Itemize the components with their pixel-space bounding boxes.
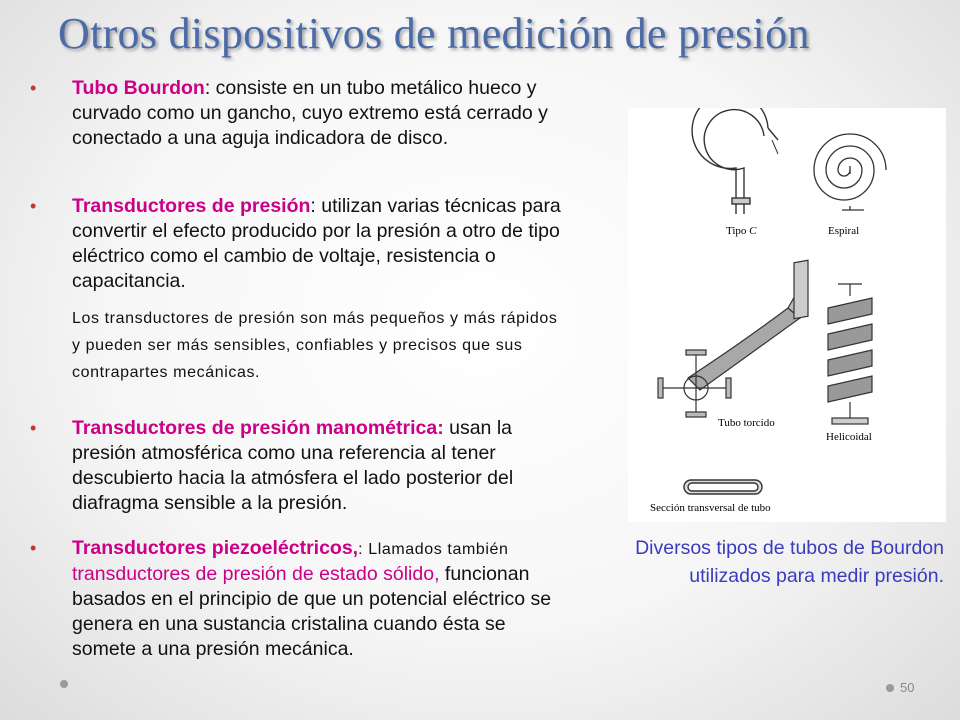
bullet-transductores-presion <box>30 194 565 294</box>
footer-dot-right <box>886 684 894 692</box>
bullet-text <box>72 194 565 294</box>
bullet-dot-icon: • <box>30 538 37 558</box>
transducer-note: Los transductores de presión son más pequeños y más rápidos y pueden ser más sensibles, confiables y precisos que sus contrapartes mecánicas. <box>72 310 558 381</box>
bullet-term: Transductores piezoeléctricos, <box>72 537 359 559</box>
bullet-body: usan la presión atmosférica como una referencia al tener descubierto hacia la atmósfera el lado posterior del diafragma sensible a la presión. <box>72 417 514 514</box>
bullet-dot-icon: • <box>30 78 37 98</box>
bullet-term: Transductores de presión manométrica: <box>72 417 444 439</box>
bullet-separator: : <box>204 77 211 99</box>
footer-dot-left <box>60 680 68 688</box>
bullet-term: Transductores de presión <box>72 195 311 217</box>
bullet-text <box>72 536 565 662</box>
bullet-body: utilizan varias técnicas para convertir el efecto producido por la presión a otro de tipo eléctrico como el cambio de voltaje, resistencia o capacitancia. <box>72 195 561 292</box>
page-number: 50 <box>900 680 915 695</box>
seccion-label: Sección transversal de tubo <box>650 502 771 514</box>
bullet-separator: : <box>310 195 316 217</box>
twisted-tube-drawing <box>658 260 808 417</box>
espiral-label: Espiral <box>828 225 860 237</box>
bullet-separator: : <box>358 541 369 558</box>
bullet-dot-icon: • <box>30 196 37 216</box>
spiral-tube-drawing <box>814 134 886 210</box>
bullet-body: consiste en un tubo metálico hueco y curvado como un gancho, cuyo extremo está cerrado y conectado a una aguja indicadora de disco. <box>72 77 548 149</box>
tubo-torcido-label: Tubo torcido <box>718 417 775 429</box>
bullet-tubo-bourdon <box>30 76 565 151</box>
bullet-text <box>72 416 565 516</box>
bullet-text <box>72 76 565 151</box>
slide-title: Otros dispositivos de medición de presión <box>58 9 810 58</box>
bullet-dot-icon: • <box>30 418 37 438</box>
c-type-tube-drawing <box>692 108 778 214</box>
bullet-transductores-manometrica <box>30 416 565 516</box>
bullet-body-small: Llamados también <box>368 541 509 558</box>
figure-caption: Diversos tipos de tubos de Bourdon utilizados para medir presión. <box>635 537 944 587</box>
helical-tube-drawing <box>828 284 872 424</box>
bullet-term: Tubo Bourdon <box>72 77 205 99</box>
bourdon-tubes-figure <box>628 108 946 522</box>
bullet-transductores-piezoelectricos <box>30 536 565 662</box>
bullet-body-highlight: transductores de presión de estado sólido, <box>72 563 440 585</box>
bullet-body: funcionan basados en el principio de que un potencial eléctrico se genera en una sustancia cristalina cuando ésta se somete a una presión mecánica. <box>72 563 552 660</box>
helicoidal-label: Helicoidal <box>826 431 872 443</box>
tipo-c-label: Tipo C <box>726 225 757 237</box>
tube-cross-section-drawing <box>684 480 762 494</box>
